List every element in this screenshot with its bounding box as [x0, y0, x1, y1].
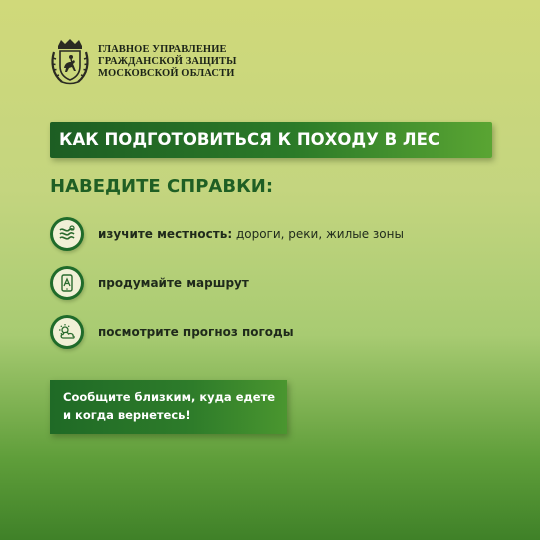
page-title: КАК ПОДГОТОВИТЬСЯ К ПОХОДУ В ЛЕС: [59, 130, 440, 149]
list-item-route: [50, 266, 249, 300]
header: [50, 38, 237, 86]
title-banner: [50, 122, 492, 158]
org-name-line-2: ГРАЖДАНСКОЙ ЗАЩИТЫ: [98, 56, 237, 67]
list-item-label: [98, 227, 404, 241]
route-icon-badge: [50, 266, 84, 300]
weather-sun-cloud-icon: [57, 322, 77, 342]
list-item-text: дороги, реки, жилые зоны: [232, 227, 404, 241]
weather-icon-badge: [50, 315, 84, 349]
list-item-label: [98, 276, 249, 290]
list-item-bold: посмотрите прогноз погоды: [98, 325, 294, 339]
list-item-weather: [50, 315, 294, 349]
route-phone-icon: [57, 273, 77, 293]
section-heading: НАВЕДИТЕ СПРАВКИ:: [50, 176, 274, 197]
list-item-terrain: [50, 217, 404, 251]
terrain-icon-badge: [50, 217, 84, 251]
reminder-note: [50, 380, 287, 434]
terrain-map-icon: [57, 224, 77, 244]
org-name-line-1: ГЛАВНОЕ УПРАВЛЕНИЕ: [98, 44, 227, 55]
reminder-line-1: Сообщите близким, куда едете: [63, 390, 276, 404]
org-name: [98, 44, 237, 80]
reminder-line-2: и когда вернетесь!: [63, 408, 191, 422]
list-item-label: [98, 325, 294, 339]
moscow-oblast-coat-of-arms-icon: [50, 38, 90, 86]
list-item-bold: продумайте маршрут: [98, 276, 249, 290]
list-item-bold: изучите местность:: [98, 227, 233, 241]
org-name-line-3: МОСКОВСКОЙ ОБЛАСТИ: [98, 68, 235, 79]
